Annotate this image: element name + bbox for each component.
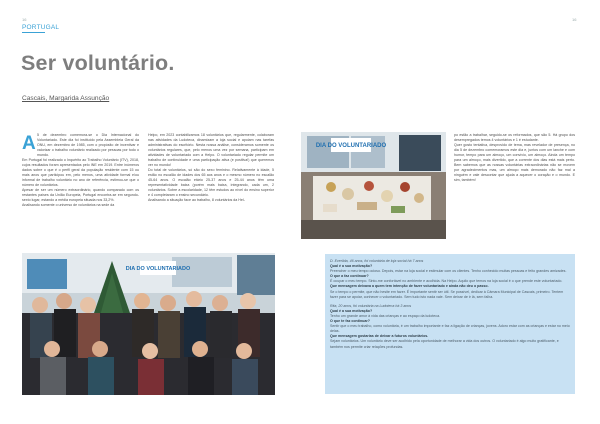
page-number-left: 16 <box>22 17 27 22</box>
paragraph: po estão a trabalhar, seguido-se os reformados, que são 5. Há grupo dos desempregados temos 4 voluntários e 1 é estudante. <box>454 133 575 142</box>
photo-sign-text: DIA DO VOLUNTARIADO <box>315 143 387 149</box>
page-number-right: 16 <box>572 17 577 22</box>
photo-sign-text: DIA DO VOLUNTARIADO <box>125 266 191 272</box>
drop-cap: A <box>22 133 36 154</box>
photo-volunteer-lunch-table <box>301 132 446 239</box>
question: Qual é a sua motivação? <box>330 308 373 313</box>
paragraph: Apesar de ser um número extraordinário, quando comparado com os restantes países da União Europeia, Portugal encontra-se em segundo-sexto lugar, estando a média europeia situada nos 33,2%. <box>22 188 139 202</box>
paragraph: Analisando somente o universo de voluntários na sede da <box>22 203 115 207</box>
section-label: PORTUGAL <box>22 24 60 31</box>
answer: É ocupar o meu tempo. Sinto-me confortável no ambiente e acolhida. Na Helpo. Aquilo que temos na loja social é o que prende este voluntariado. <box>330 279 563 284</box>
paragraph: Do total de voluntários, só são do sexo feminino. Relativamente à idade, 5 estão no escalão de idades dos 65 aos anos e o mesmo número no escalão 45-64 anos. O escalão etário 25-37 anos e 25-44 anos têm uma representatividade baixa (porém mais baixa, integrando, cada um, 2 voluntários. Sobre a escolaridade, 12 têm estudos ao nível do ensino superior e 4 completaram o ensino secundário. <box>148 168 274 197</box>
article-column-1 <box>22 133 139 238</box>
answer: Preencher o meu tempo ocioso. Depois, estar na loja social e estimular com os clientes. Tenho conhecido muitas pessoas e feito grandes amizades. <box>330 269 567 274</box>
testimonials-box <box>325 254 575 394</box>
paragraph: Helpo, em 2023 contabilizamos 18 voluntários que, regularmente, colaboram nas atividades da Ludoteca, dinamizam a loja social e apoiam nas tarefas administrativas do escritório. Nesta nossa análise, consideramos somente os voluntários regulares, que, pelo menos uma vez por semana, participam em atividades de voluntariado com a Helpo. O voluntariado regular permite um trabalho de continuidade e uma participação ativa (e positiva!) que queremos ver no mundo! <box>148 133 274 167</box>
page-title: Ser voluntário. <box>21 51 175 75</box>
answer: Se o tempo o permite, que não hesite em fazer. É importante sentir ser útil. Se possível, dedicar à Câmara Municipal de Cascais, primeiro. Tentem fazer para se apoiar, conhecer o voluntariado. Sem tudo isto nada vale. Sem deixar de ir lá, sem falha. <box>330 289 564 299</box>
answer: Tenho um grande amor à vida das crianças e ao espaço da ludoteca. <box>330 313 441 318</box>
paragraph: Analisando a situação face ao trabalho, 8 voluntários da Hel- <box>148 198 245 202</box>
article-column-2 <box>148 133 274 238</box>
paragraph: 5 de dezembro comemora-se o Dia Internacional do Voluntariado. Este dia foi instituído pela Assembleia Geral da ONU, em dezembro de 1985, com o propósito de incentivar e valorizar o trabalho voluntário realizado por pessoas por todo o mundo. <box>37 133 139 157</box>
section-underline <box>22 32 45 33</box>
paragraph: Em Portugal foi realizado o Inquérito ao Trabalho Voluntário (ITV), 2018, cujos resultados foram apresentados pelo INE em 2019. Entre inúmeros dados sobre o que é o perfil geral da população residente com 15 ou mais anos que participou em, pelo menos, uma atividade formal e/ou informal de trabalho voluntário no ano de referência, estimou-se que o número de voluntários. <box>22 158 139 187</box>
answer: Sentir que o meu trabalho, como voluntária, é um trabalho importante e faz a ligação de crianças, jovens. Adoro estar com as crianças e estar no meio delas. <box>330 324 570 334</box>
article-column-3 <box>454 133 575 218</box>
byline: Cascais, Margarida Assunção <box>22 95 110 102</box>
testimonials-text <box>330 259 570 350</box>
testimonial-author: D. Everilda, 46 anos, foi voluntária de loja social há 7 anos <box>330 259 424 263</box>
question: Que mensagem deixava a quem tem intenção de fazer voluntariado e ainda não deu o passo. <box>330 284 489 289</box>
paragraph: Quer gosto tentativa, desprovido de tema, mas revelador de presença, no dia 5 de dezembro comemoramos este dia e, juntos com um lanche e com humor, tempo para um almoço, um convívio, um almoço. Ainda um tempo para um almoço, mais divertido, que a corrente dos dias está mais perto. Bem sabemos que as nossas voluntárias extraordinárias não se movem por agradecimentos mas, um almoço mais demorado não faz mal a ninguém e vale descontar que ajuda a aquecer o coração e o mundo. E sim, também! <box>454 143 575 182</box>
answer: Sejam voluntários. Um voluntário deve ser acolhido pela oportunidade de melhorar a vida dos outros. O voluntariado é algo muito gratificante, e também nos permite criar relações profundas. <box>330 339 559 349</box>
question: O que te faz continuar? <box>330 319 370 324</box>
question: Que mensagem gostarias de deixar a futuros voluntários. <box>330 334 429 339</box>
testimonial-author: Rita, 20 anos, foi voluntária na Ludoteca há 3 anos <box>330 303 412 308</box>
question: Qual é a sua motivação? <box>330 264 373 269</box>
question: O que a faz continuar? <box>330 274 369 279</box>
photo-group-of-volunteers <box>22 253 275 395</box>
